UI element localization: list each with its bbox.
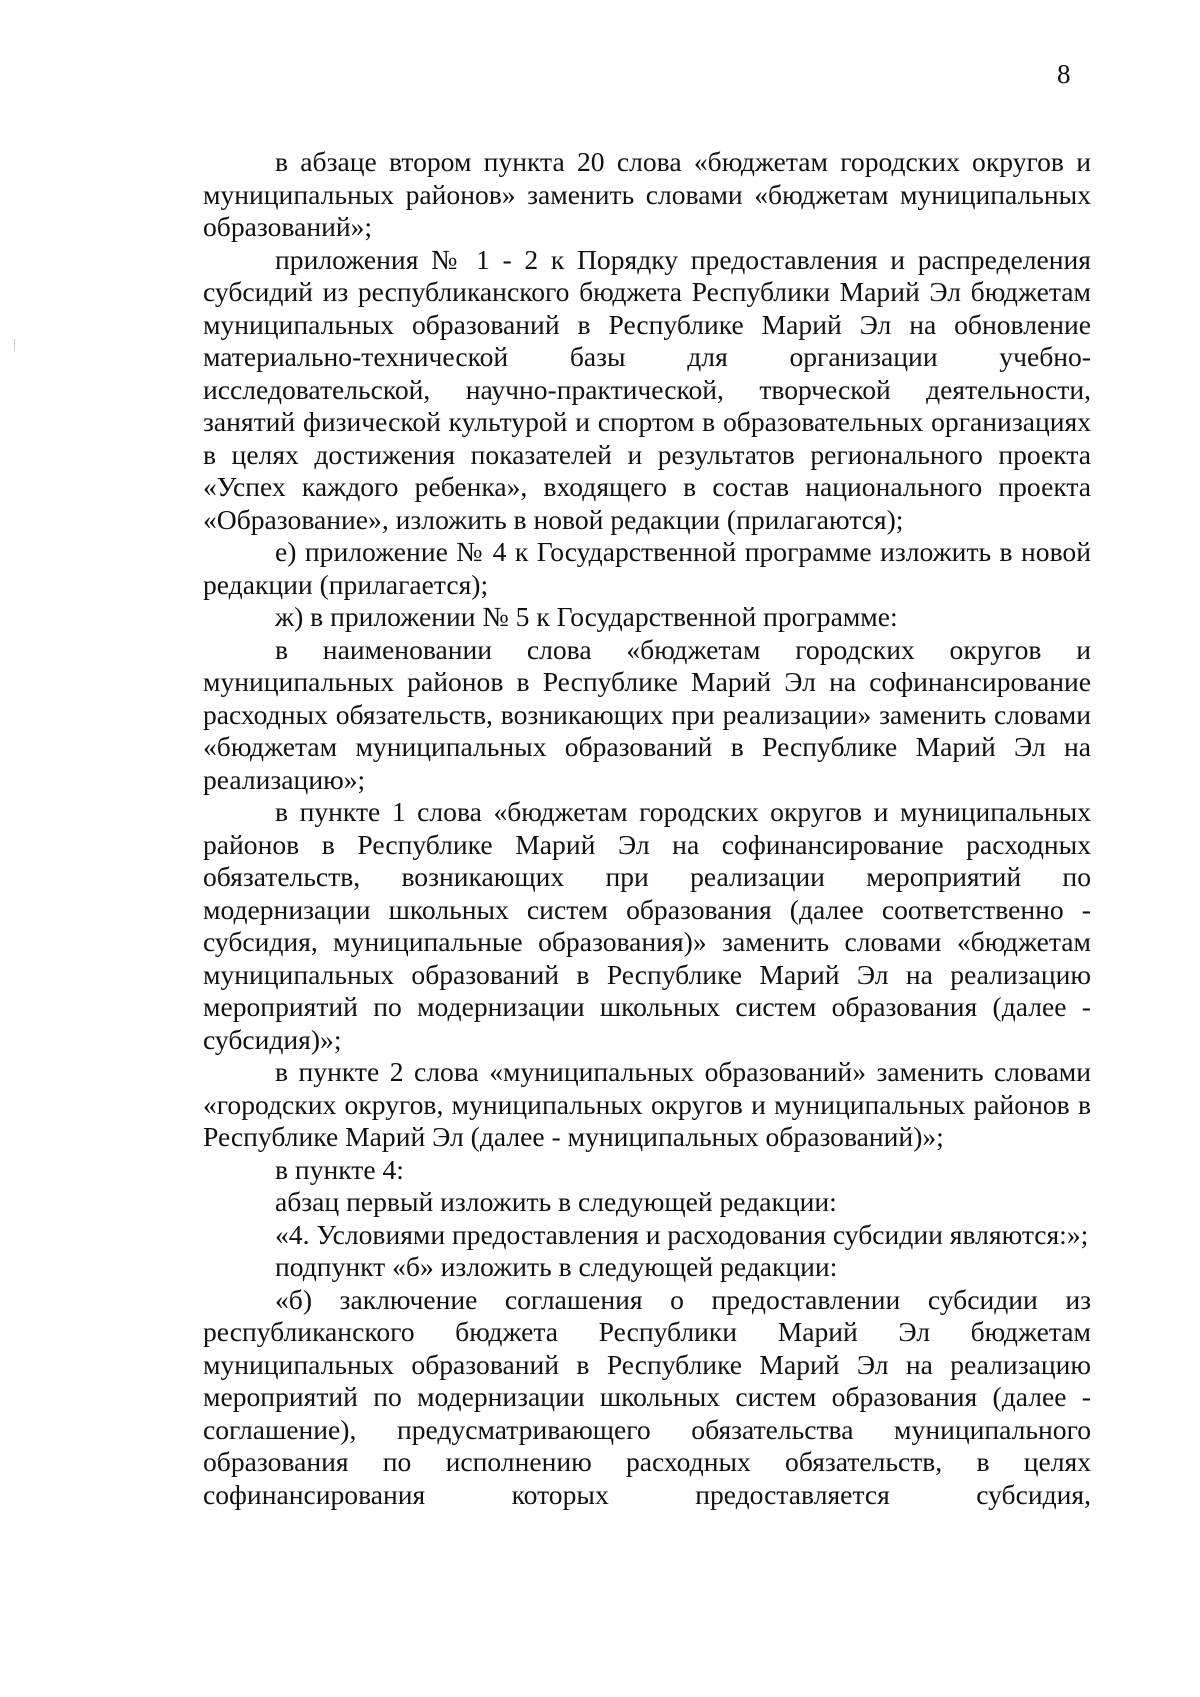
document-body [203,146,1091,1511]
paragraph-7: в пункте 2 слова «муниципальных образований» заменить словами «городских округов, муниципальных округов и муниципальных районов в Республике Марий Эл (далее - муниципальных образований)»; [203,1056,1091,1152]
paragraph-10: «4. Условиями предоставления и расходования субсидии являются:»; [275,1218,1089,1250]
paragraph-11: подпункт «б» изложить в следующей редакции: [275,1251,838,1282]
paragraph-5: в наименовании слова «бюджетам городских округов и муниципальных районов в Республике Марий Эл на софинансирование расходных обязательств, возникающих при реализации» заменить словами «бюджетам муниципальных образований в Республике Марий Эл на реализацию»; [203,633,1091,795]
paragraph-4: ж) в приложении № 5 к Государственной программе: [275,601,898,632]
paragraph-1: в абзаце втором пункта 20 слова «бюджетам городских округов и муниципальных районов» заменить словами «бюджетам муниципальных образований»; [203,146,1091,242]
paragraph-12: «б) заключение соглашения о предоставлении субсидии из республиканского бюджета Республики Марий Эл бюджетам муниципальных образований в Республике Марий Эл на реализацию мероприятий по модернизации школьных систем образования (далее - соглашение), предусматривающего обязательства муниципального образования по исполнению расходных обязательств, в целях софинансирования которых предоставляется субсидия, [203,1283,1091,1510]
paragraph-3: е) приложение № 4 к Государственной программе изложить в новой редакции (прилагается); [203,536,1091,600]
paragraph-9: абзац первый изложить в следующей редакции: [275,1186,837,1217]
scan-margin-mark [14,339,15,351]
paragraph-6: в пункте 1 слова «бюджетам городских округов и муниципальных районов в Республике Марий Эл на софинансирование расходных обязательств, возникающих при реализации мероприятий по модернизации школьных систем образования (далее соответственно - субсидия, муниципальные образования)» заменить словами «бюджетам муниципальных образований в Республике Марий Эл на реализацию мероприятий по модернизации школьных систем образования (далее - субсидия)»; [203,796,1091,1055]
page-number: 8 [1057,59,1071,89]
paragraph-2: приложения № 1 - 2 к Порядку предоставления и распределения субсидий из республиканского бюджета Республики Марий Эл бюджетам муниципальных образований в Республике Марий Эл на обновление материально-технической базы для организации учебно-исследовательской, научно-практической, творческой деятельности, занятий физической культурой и спортом в образовательных организациях в целях достижения показателей и результатов регионального проекта «Успех каждого ребенка», входящего в состав национального проекта «Образование», изложить в новой редакции (прилагаются); [203,243,1091,535]
paragraph-8: в пункте 4: [275,1153,404,1185]
